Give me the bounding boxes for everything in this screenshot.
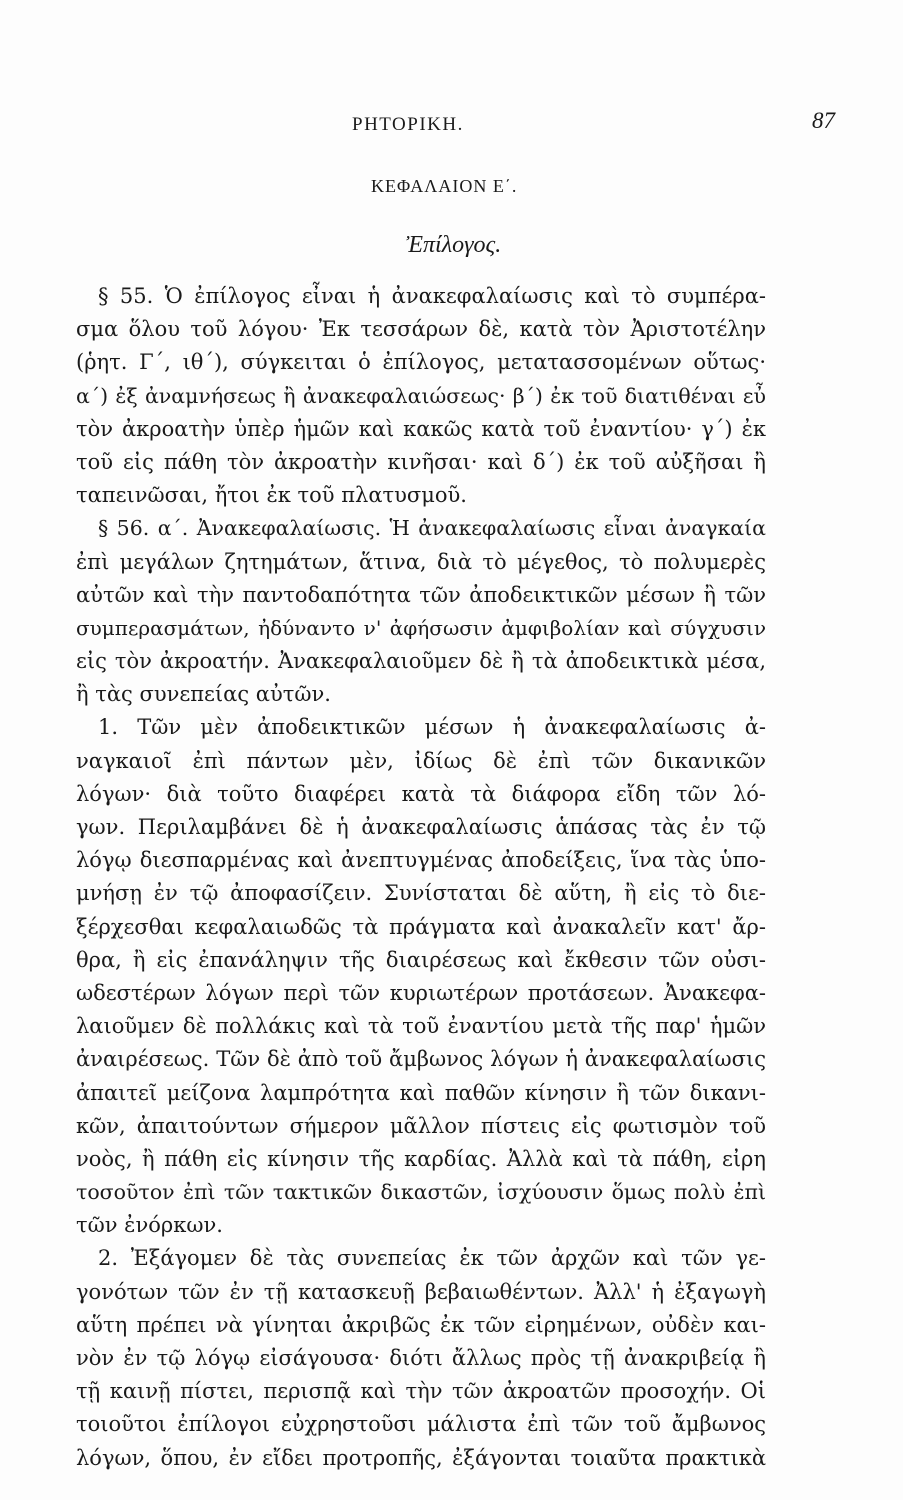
chapter-heading: ΚΕΦΑΛΑΙΟΝ Ε΄. [371,176,518,196]
text-line: λόγων, ὅπου, ἐν εἴδει προτροπῆς, ἐξάγονται τοιαῦτα πρακτικὰ [76,1445,766,1470]
text-line: συμπερασμάτων, ἠδύναντο ν' ἀφήσωσιν ἀμφιβολίαν καὶ σύγχυσιν [76,615,766,640]
text-line: αὕτη πρέπει νὰ γίνηται ἀκριβῶς ἐκ τῶν εἰρημένων, οὐδὲν και- [76,1312,766,1337]
text-line: τῶν ἐνόρκων. [76,1213,223,1238]
section-title: Ἐπίλογος. [406,232,502,258]
text-line: ἐπὶ μεγάλων ζητημάτων, ἅτινα, διὰ τὸ μέγεθος, τὸ πολυμερὲς [76,549,766,574]
text-line: αὐτῶν καὶ τὴν παντοδαπότητα τῶν ἀποδεικτικῶν μέσων ἢ τῶν [76,582,766,607]
text-line: α΄) ἐξ ἀναμνήσεως ἢ ἀνακεφαλαιώσεως· β΄) ἐκ τοῦ διατιθέναι εὖ [76,383,766,408]
text-line: μνήσῃ ἐν τῷ ἀποφασίζειν. Συνίσταται δὲ αὕτη, ἢ εἰς τὸ διε- [76,881,766,906]
running-head [0,108,903,144]
text-line: γονότων τῶν ἐν τῇ κατασκευῇ βεβαιωθέντων. Ἀλλ' ἡ ἐξαγωγὴ [76,1279,766,1304]
text-line: γων. Περιλαμβάνει δὲ ἡ ἀνακεφαλαίωσις ἁπάσας τὰς ἐν τῷ [76,815,766,839]
running-title: ΡΗΤΟΡΙΚΗ. [352,114,464,135]
text-line: (ῥητ. Γ΄, ιθ΄), σύγκειται ὁ ἐπίλογος, μετατασσομένων οὕτως· [76,350,766,375]
text-line: ξέρχεσθαι κεφαλαιωδῶς τὰ πράγματα καὶ ἀνακαλεῖν κατ' ἄρ- [76,914,766,939]
text-line: νοὸς, ἢ πάθη εἰς κίνησιν τῆς καρδίας. Ἀλλὰ καὶ τὰ πάθη, εἰρη [76,1146,766,1171]
text-line: τοσοῦτον ἐπὶ τῶν τακτικῶν δικαστῶν, ἰσχύουσιν ὅμως πολὺ ἐπὶ [76,1180,766,1205]
text-line: τοιοῦτοι ἐπίλογοι εὐχρηστοῦσι μάλιστα ἐπὶ τῶν τοῦ ἄμβωνος [76,1412,766,1437]
text-line: τοῦ εἰς πάθη τὸν ἀκροατὴν κινῆσαι· καὶ δ΄) ἐκ τοῦ αὐξῆσαι ἢ [76,449,766,474]
text-line: ἀπαιτεῖ μείζονα λαμπρότητα καὶ παθῶν κίνησιν ἢ τῶν δικανι- [76,1080,766,1105]
text-line: λόγῳ διεσπαρμένας καὶ ἀνεπτυγμένας ἀποδείξεις, ἵνα τὰς ὑπο- [76,848,766,873]
text-line: 1. Τῶν μὲν ἀποδεικτικῶν μέσων ἡ ἀνακεφαλαίωσις ἀ- [98,715,766,740]
text-line: ναγκαιοῖ ἐπὶ πάντων μὲν, ἰδίως δὲ ἐπὶ τῶν δικανικῶν [76,748,766,773]
text-line: θρα, ἢ εἰς ἐπανάληψιν τῆς διαιρέσεως καὶ ἔκθεσιν τῶν οὐσι- [76,947,766,972]
text-line: ἀναιρέσεως. Τῶν δὲ ἀπὸ τοῦ ἄμβωνος λόγων ἡ ἀνακεφαλαίωσις [76,1047,766,1072]
text-line: νὸν ἐν τῷ λόγῳ εἰσάγουσα· διότι ἄλλως πρὸς τῇ ἀνακριβείᾳ ἢ [76,1346,766,1370]
text-line: τῇ καινῇ πίστει, περισπᾷ καὶ τὴν τῶν ἀκροατῶν προσοχήν. Οἱ [76,1379,766,1404]
text-line: λόγων· διὰ τοῦτο διαφέρει κατὰ τὰ διάφορα εἴδη τῶν λό- [76,781,766,806]
body-text [76,280,766,1475]
text-line: ἢ τὰς συνεπείας αὐτῶν. [76,682,331,707]
text-line: εἰς τὸν ἀκροατήν. Ἀνακεφαλαιοῦμεν δὲ ἢ τὰ ἀποδεικτικὰ μέσα, [76,649,766,674]
text-line: ωδεστέρων λόγων περὶ τῶν κυριωτέρων προτάσεων. Ἀνακεφα- [76,980,766,1005]
text-line: § 56. α΄. Ἀνακεφαλαίωσις. Ἡ ἀνακεφαλαίωσις εἶναι ἀναγκαία [98,516,766,541]
text-line: σμα ὅλου τοῦ λόγου· Ἐκ τεσσάρων δὲ, κατὰ τὸν Ἀριστοτέλην [76,317,766,342]
text-line: ταπεινῶσαι, ἤτοι ἐκ τοῦ πλατυσμοῦ. [76,483,467,508]
text-line: τὸν ἀκροατὴν ὑπὲρ ἡμῶν καὶ κακῶς κατὰ τοῦ ἐναντίου· γ΄) ἐκ [76,416,766,441]
page-number: 87 [812,108,835,133]
text-line: κῶν, ἀπαιτούντων σήμερον μᾶλλον πίστεις εἰς φωτισμὸν τοῦ [76,1113,766,1138]
text-line: 2. Ἐξάγομεν δὲ τὰς συνεπείας ἐκ τῶν ἀρχῶν καὶ τῶν γε- [98,1246,766,1271]
text-line: λαιοῦμεν δὲ πολλάκις καὶ τὰ τοῦ ἐναντίου μετὰ τῆς παρ' ἡμῶν [76,1014,766,1039]
text-line: § 55. Ὁ ἐπίλογος εἶναι ἡ ἀνακεφαλαίωσις καὶ τὸ συμπέρα- [98,284,766,308]
